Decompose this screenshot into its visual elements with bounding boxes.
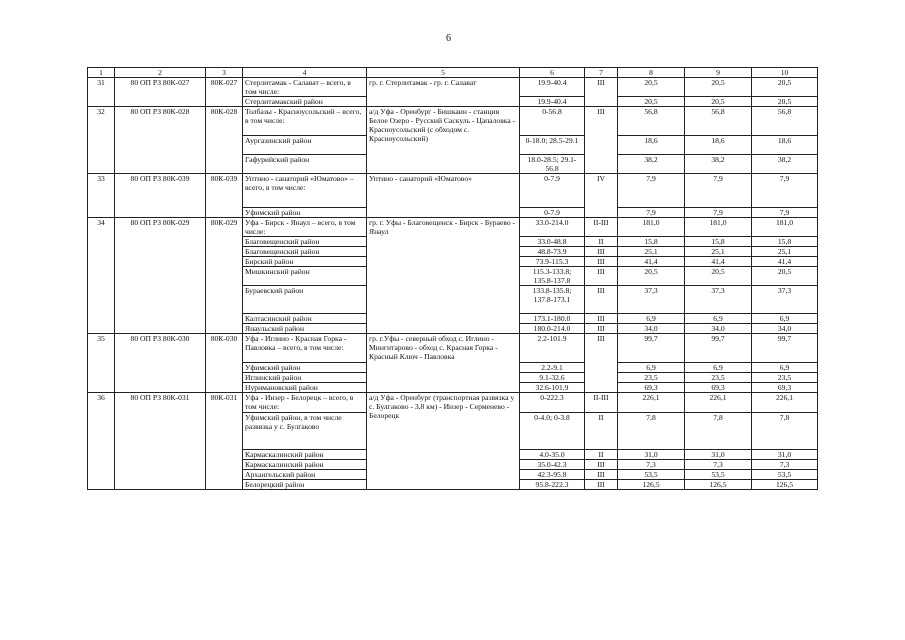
length-value: 20,5 [618, 78, 685, 97]
road-category: II [585, 237, 618, 247]
road-short-id: 80К-027 [206, 78, 243, 107]
length-value: 31,0 [685, 450, 752, 460]
road-category: III [585, 314, 618, 324]
column-header: 9 [685, 68, 752, 78]
column-header: 7 [585, 68, 618, 78]
length-value: 38,2 [752, 155, 818, 174]
page-number: 6 [446, 33, 451, 44]
district-name: Нуримановский район [243, 383, 367, 393]
road-route: а/д Уфа - Оренбург - Бишкаин - станция Белое Озеро - Русский Саскуль - Цапаловка - Красноусольский (с обходом с. Красноусольский) [367, 107, 520, 174]
length-value: 38,2 [685, 155, 752, 174]
km-range: 2.2-9.1 [520, 363, 585, 373]
length-value: 20,5 [618, 97, 685, 107]
column-header: 6 [520, 68, 585, 78]
road-category: III [585, 107, 618, 174]
km-range: 42.3-95.8 [520, 470, 585, 480]
road-category: III [585, 247, 618, 257]
km-range: 32.6-101.9 [520, 383, 585, 393]
length-value: 126,5 [685, 480, 752, 490]
road-short-id: 80К-030 [206, 334, 243, 393]
km-range: 0-7.9 [520, 174, 585, 208]
km-range: 0-4.0; 0-3.8 [520, 413, 585, 450]
road-short-id: 80К-028 [206, 107, 243, 174]
road-route: гр. г. Уфы - Благовещенск - Бирск - Бураево - Янаул [367, 218, 520, 334]
km-range: 0-7.9 [520, 208, 585, 218]
road-id: 80 ОП РЗ 80К-027 [115, 78, 206, 107]
row-number: 35 [88, 334, 115, 393]
length-value: 25,1 [618, 247, 685, 257]
road-route: а/д Уфа - Оренбург (транспортная развязка у с. Булгаково - 3,8 км) - Инзер - Серменево - Белорецк [367, 393, 520, 490]
km-range: 95.8-222.3 [520, 480, 585, 490]
length-value: 20,5 [752, 78, 818, 97]
length-value: 15,8 [752, 237, 818, 247]
column-header: 2 [115, 68, 206, 78]
length-value: 7,3 [752, 460, 818, 470]
length-value: 38,2 [618, 155, 685, 174]
length-value: 7,8 [618, 413, 685, 450]
km-range: 0-18.0; 28.5-29.1 [520, 136, 585, 155]
km-range: 133.8-135.8; 137.8-173.1 [520, 286, 585, 314]
row-number: 32 [88, 107, 115, 174]
length-value: 53,5 [752, 470, 818, 480]
length-value: 53,5 [618, 470, 685, 480]
length-value: 7,9 [685, 208, 752, 218]
table-row [88, 334, 818, 363]
road-category: III [585, 324, 618, 334]
length-value: 7,3 [618, 460, 685, 470]
table-body [88, 68, 818, 490]
length-value: 18,6 [618, 136, 685, 155]
column-header: 10 [752, 68, 818, 78]
km-range: 19.9-40.4 [520, 97, 585, 107]
road-route: гр. г.Уфы - северный обход с. Иглино - Мингитарово - обход с. Красная Горка - Красный Ключ - Павловка [367, 334, 520, 393]
road-short-id: 80К-031 [206, 393, 243, 490]
length-value: 181,0 [618, 218, 685, 237]
km-range: 73.9-115.3 [520, 257, 585, 267]
length-value: 34,0 [618, 324, 685, 334]
column-number-row [88, 68, 818, 78]
length-value: 6,9 [618, 363, 685, 373]
km-range: 48.8-73.9 [520, 247, 585, 257]
road-category: III [585, 470, 618, 480]
district-name: Архангельский район [243, 470, 367, 480]
length-value: 41,4 [618, 257, 685, 267]
length-value: 226,1 [752, 393, 818, 413]
length-value: 37,3 [752, 286, 818, 314]
km-range: 180.0-214.0 [520, 324, 585, 334]
length-value: 7,9 [752, 174, 818, 208]
length-value: 181,0 [752, 218, 818, 237]
length-value: 7,8 [752, 413, 818, 450]
length-value: 23,5 [685, 373, 752, 383]
length-value: 6,9 [685, 314, 752, 324]
length-value: 41,4 [752, 257, 818, 267]
length-value: 7,9 [685, 174, 752, 208]
table-row [88, 218, 818, 237]
district-name: Гафурийский район [243, 155, 367, 174]
road-category: II-III [585, 218, 618, 237]
road-category: III [585, 460, 618, 470]
road-category: III [585, 78, 618, 107]
km-range: 173.1-180.0 [520, 314, 585, 324]
km-range: 9.1-32.6 [520, 373, 585, 383]
district-name: Кармаскалинский район [243, 450, 367, 460]
length-value: 126,5 [618, 480, 685, 490]
district-name: Благовещенский район [243, 247, 367, 257]
road-route: гр. г. Стерлитамак - гр. г. Салават [367, 78, 520, 107]
road-category: III [585, 257, 618, 267]
length-value: 99,7 [685, 334, 752, 363]
column-header: 3 [206, 68, 243, 78]
district-name: Бирский район [243, 257, 367, 267]
district-name: Уфимский район [243, 208, 367, 218]
table-row [88, 174, 818, 208]
district-name: Кармаскалинский район [243, 460, 367, 470]
length-value: 126,5 [752, 480, 818, 490]
road-name: Толбазы - Красноусольский – всего, в том числе: [243, 107, 367, 136]
district-name: Иглинский район [243, 373, 367, 383]
table-row [88, 393, 818, 413]
length-value: 37,3 [618, 286, 685, 314]
road-category: III [585, 267, 618, 286]
road-registry-table [87, 67, 818, 490]
length-value: 7,9 [618, 208, 685, 218]
district-name: Белорецкий район [243, 480, 367, 490]
length-value: 20,5 [752, 267, 818, 286]
road-category: II [585, 450, 618, 460]
road-name: Стерлитамак - Салават – всего, в том числе: [243, 78, 367, 97]
road-id: 80 ОП РЗ 80К-039 [115, 174, 206, 218]
table-row [88, 107, 818, 136]
km-range: 35.0-42.3 [520, 460, 585, 470]
length-value: 69,3 [685, 383, 752, 393]
district-name: Бураевский район [243, 286, 367, 314]
length-value: 69,3 [752, 383, 818, 393]
district-name: Калтасинский район [243, 314, 367, 324]
length-value: 181,0 [685, 218, 752, 237]
road-short-id: 80К-029 [206, 218, 243, 334]
column-header: 8 [618, 68, 685, 78]
road-name: Уфа - Иглино - Красная Горка - Павловка – всего, в том числе: [243, 334, 367, 363]
road-category: II-III [585, 393, 618, 413]
length-value: 25,1 [685, 247, 752, 257]
length-value: 226,1 [618, 393, 685, 413]
district-name: Благовещенский район [243, 237, 367, 247]
column-header: 5 [367, 68, 520, 78]
length-value: 7,9 [618, 174, 685, 208]
road-category: III [585, 334, 618, 393]
km-range: 0-222.3 [520, 393, 585, 413]
district-name: Уфимский район, в том числе развязка у с. Булгаково [243, 413, 367, 450]
length-value: 20,5 [685, 78, 752, 97]
length-value: 69,3 [618, 383, 685, 393]
km-range: 18.0-28.5; 29.1-56.8 [520, 155, 585, 174]
table-row [88, 78, 818, 97]
road-short-id: 80К-039 [206, 174, 243, 218]
length-value: 18,6 [752, 136, 818, 155]
district-name: Аургазинский район [243, 136, 367, 155]
road-category: II [585, 413, 618, 450]
length-value: 7,9 [752, 208, 818, 218]
row-number: 33 [88, 174, 115, 218]
row-number: 36 [88, 393, 115, 490]
district-name: Янаульский район [243, 324, 367, 334]
length-value: 20,5 [752, 97, 818, 107]
length-value: 23,5 [752, 373, 818, 383]
length-value: 25,1 [752, 247, 818, 257]
length-value: 15,8 [685, 237, 752, 247]
length-value: 37,3 [685, 286, 752, 314]
km-range: 33.0-214.0 [520, 218, 585, 237]
length-value: 34,0 [752, 324, 818, 334]
road-name: Уптино - санаторий «Юматово» – всего, в том числе: [243, 174, 367, 208]
length-value: 23,5 [618, 373, 685, 383]
length-value: 34,0 [685, 324, 752, 334]
km-range: 4.0-35.0 [520, 450, 585, 460]
length-value: 20,5 [685, 267, 752, 286]
road-category: IV [585, 174, 618, 218]
length-value: 56,8 [618, 107, 685, 136]
road-name: Уфа - Бирск - Янаул – всего, в том числе: [243, 218, 367, 237]
road-id: 80 ОП РЗ 80К-031 [115, 393, 206, 490]
length-value: 6,9 [752, 363, 818, 373]
length-value: 15,8 [618, 237, 685, 247]
km-range: 33.0-48.8 [520, 237, 585, 247]
length-value: 99,7 [752, 334, 818, 363]
district-name: Стерлитамакский район [243, 97, 367, 107]
km-range: 0-56.8 [520, 107, 585, 136]
district-name: Уфимский район [243, 363, 367, 373]
length-value: 56,8 [752, 107, 818, 136]
column-header: 4 [243, 68, 367, 78]
length-value: 56,8 [685, 107, 752, 136]
km-range: 19.9-40.4 [520, 78, 585, 97]
road-name: Уфа - Инзер - Белорецк – всего, в том числе: [243, 393, 367, 413]
road-id: 80 ОП РЗ 80К-029 [115, 218, 206, 334]
km-range: 115.3-133.8; 135.8-137.8 [520, 267, 585, 286]
length-value: 18,6 [685, 136, 752, 155]
road-category: III [585, 480, 618, 490]
length-value: 53,5 [685, 470, 752, 480]
road-category: III [585, 286, 618, 314]
length-value: 226,1 [685, 393, 752, 413]
column-header: 1 [88, 68, 115, 78]
road-route: Уптино - санаторий «Юматово» [367, 174, 520, 218]
length-value: 20,5 [618, 267, 685, 286]
district-name: Мишкинский район [243, 267, 367, 286]
length-value: 99,7 [618, 334, 685, 363]
length-value: 20,5 [685, 97, 752, 107]
length-value: 31,0 [618, 450, 685, 460]
length-value: 7,3 [685, 460, 752, 470]
length-value: 6,9 [618, 314, 685, 324]
row-number: 34 [88, 218, 115, 334]
road-id: 80 ОП РЗ 80К-030 [115, 334, 206, 393]
length-value: 6,9 [685, 363, 752, 373]
row-number: 31 [88, 78, 115, 107]
length-value: 31,0 [752, 450, 818, 460]
km-range: 2.2-101.9 [520, 334, 585, 363]
length-value: 7,8 [685, 413, 752, 450]
length-value: 6,9 [752, 314, 818, 324]
length-value: 41,4 [685, 257, 752, 267]
road-id: 80 ОП РЗ 80К-028 [115, 107, 206, 174]
